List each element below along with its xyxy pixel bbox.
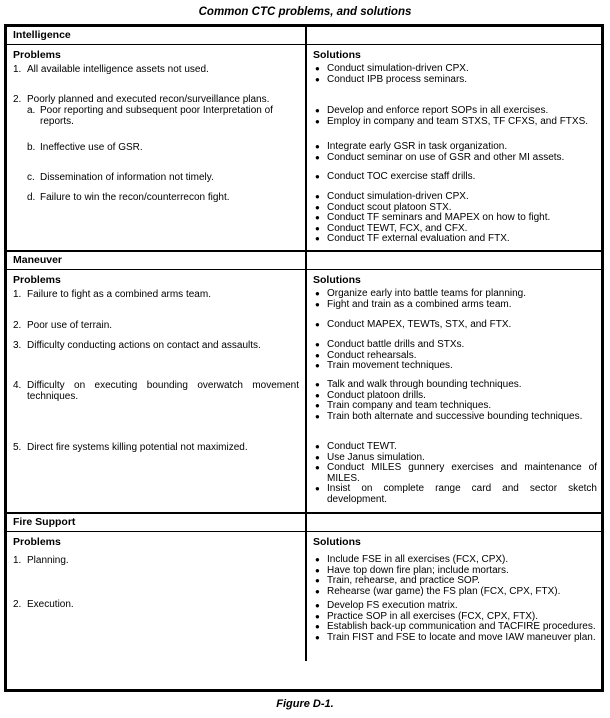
solution-item: ● Conduct IPB process seminars.: [313, 75, 597, 86]
solution-item: ● Develop and enforce report SOPs in all exercises.: [313, 106, 597, 117]
table-row: 1. All available intelligence assets not used. ● Conduct simulation-driven CPX. ● Conduct IPB process seminars.: [7, 64, 601, 94]
subproblem-text: Failure to win the recon/counterrecon fight.: [40, 192, 230, 203]
solution-item: ● Conduct simulation-driven CPX.: [313, 192, 597, 203]
solution-item: ● Employ in company and team STXS, TF CFXS, and FTXS.: [313, 117, 597, 128]
problems-header: Problems: [13, 536, 61, 548]
solution-item: ● Conduct TOC exercise staff drills.: [313, 172, 597, 183]
solution-item: ● Integrate early GSR in task organization.: [313, 142, 597, 153]
section-maneuver: [7, 252, 601, 514]
solution-item: ● Conduct scout platoon STX.: [313, 203, 597, 214]
problem-text: All available intelligence assets not used.: [27, 64, 209, 75]
table-row: 1. Planning. ● Include FSE in all exercises (FCX, CPX). ● Have top down fire plan; include mortars. ● Train, rehearse, and practice SOP. ● Rehearse (war game) the FS plan (FCX, CPX, FTX).: [7, 551, 601, 597]
table-row: 2. Poor use of terrain. ● Conduct MAPEX, TEWTs, STX, and FTX.: [7, 320, 601, 340]
subproblem-text: Dissemination of information not timely.: [40, 172, 214, 183]
section-title: Fire Support: [7, 514, 307, 531]
solution-item: ● Train movement techniques.: [313, 361, 597, 372]
figure-caption: Figure D-1.: [276, 698, 334, 710]
solution-item: ● Talk and walk through bounding techniques.: [313, 380, 597, 391]
solution-item: ● Train FIST and FSE to locate and move IAW maneuver plan.: [313, 633, 597, 644]
problem-text: Poorly planned and executed recon/surveillance plans.: [27, 94, 270, 105]
solution-item: ● Use Janus simulation.: [313, 453, 597, 464]
problem-text: Poor use of terrain.: [27, 320, 113, 331]
solution-item: ● Conduct MILES gunnery exercises and maintenance of MILES.: [313, 463, 597, 484]
solutions-header: Solutions: [313, 274, 361, 286]
section-header: [7, 27, 601, 45]
problem-text: Difficulty conducting actions on contact and assaults.: [27, 340, 261, 351]
solution-item: ● Conduct TF external evaluation and FTX.: [313, 234, 597, 245]
problems-solutions-table: [4, 24, 604, 692]
problem-text: Execution.: [27, 599, 74, 610]
subproblem-text: Ineffective use of GSR.: [40, 142, 143, 153]
table-row: b. Ineffective use of GSR. ● Integrate early GSR in task organization. ● Conduct seminar on use of GSR and other MI assets.: [7, 142, 601, 172]
solution-item: ● Practice SOP in all exercises (FCX, CPX, FTX).: [313, 612, 597, 623]
table-row: 2. Execution. ● Develop FS execution matrix. ● Practice SOP in all exercises (FCX, CPX, FTX). ● Establish back-up communication and TACFIRE procedures. ● Train FIST and FSE to locate and move IAW maneuver plan.: [7, 597, 601, 661]
solution-item: ● Rehearse (war game) the FS plan (FCX, CPX, FTX).: [313, 587, 597, 598]
solutions-header: Solutions: [313, 536, 361, 548]
table-row: 2. Poorly planned and executed recon/surveillance plans. a. Poor reporting and subsequent poor Interpretation of reports. ● Develop and enforce report SOPs in all exercises. ● Employ in company and team STXS, TF CFXS, and FTXS.: [7, 94, 601, 142]
solution-item: ● Organize early into battle teams for planning.: [313, 289, 597, 300]
subproblem-text: Poor reporting and subsequent poor Interpretation of reports.: [40, 105, 273, 127]
solution-item: ● Insist on complete range card and sector sketch development.: [313, 484, 597, 505]
table-row: d. Failure to win the recon/counterrecon fight. ● Conduct simulation-driven CPX. ● Conduct scout platoon STX. ● Conduct TF seminars and MAPEX on how to fight. ● Conduct TEWT, FCX, and CFX. ● Conduct TF external evaluation and FTX.: [7, 192, 601, 250]
section-header: [7, 514, 601, 532]
solution-item: ● Conduct battle drills and STXs.: [313, 340, 597, 351]
solution-item: ● Conduct seminar on use of GSR and other MI assets.: [313, 153, 597, 164]
table-row: c. Dissemination of information not timely. ● Conduct TOC exercise staff drills.: [7, 172, 601, 192]
section-fire-support: [7, 514, 601, 661]
solution-item: ● Conduct TF seminars and MAPEX on how to fight.: [313, 213, 597, 224]
solution-item: ● Train both alternate and successive bounding techniques.: [313, 412, 597, 423]
problems-header: Problems: [13, 274, 61, 286]
section-title: Maneuver: [7, 252, 307, 269]
table-row: 1. Failure to fight as a combined arms team. ● Organize early into battle teams for planning. ● Fight and train as a combined arms team.: [7, 289, 601, 320]
solutions-header: Solutions: [313, 49, 361, 61]
problem-text: Direct fire systems killing potential not maximized.: [27, 442, 248, 453]
section-intelligence: [7, 27, 601, 252]
table-row: 3. Difficulty conducting actions on contact and assaults. ● Conduct battle drills and STXs. ● Conduct rehearsals. ● Train movement techniques.: [7, 340, 601, 380]
solution-item: ● Conduct TEWT, FCX, and CFX.: [313, 224, 597, 235]
solution-item: ● Conduct rehearsals.: [313, 351, 597, 362]
solution-item: ● Conduct MAPEX, TEWTs, STX, and FTX.: [313, 320, 597, 331]
problem-text: Difficulty on executing bounding overwatch movement techniques.: [27, 380, 299, 402]
solution-item: ● Conduct TEWT.: [313, 442, 597, 453]
section-header: [7, 252, 601, 270]
solution-item: ● Fight and train as a combined arms team.: [313, 300, 597, 311]
solution-item: ● Train, rehearse, and practice SOP.: [313, 576, 597, 587]
problems-header: Problems: [13, 49, 61, 61]
solution-item: ● Include FSE in all exercises (FCX, CPX).: [313, 555, 597, 566]
section-title: Intelligence: [7, 27, 307, 44]
solution-item: ● Train company and team techniques.: [313, 401, 597, 412]
problem-text: Planning.: [27, 555, 69, 566]
table-row: 4. Difficulty on executing bounding overwatch movement techniques. ● Talk and walk through bounding techniques. ● Conduct platoon drills. ● Train company and team techniques. ● Train both alternate and successive bounding techniques.: [7, 380, 601, 442]
solution-item: ● Develop FS execution matrix.: [313, 601, 597, 612]
table-row: 5. Direct fire systems killing potential not maximized. ● Conduct TEWT. ● Use Janus simulation. ● Conduct MILES gunnery exercises and maintenance of MILES. ● Insist on complete range card and sector sketch development.: [7, 442, 601, 512]
problem-text: Failure to fight as a combined arms team.: [27, 289, 211, 300]
solution-item: ● Conduct platoon drills.: [313, 391, 597, 402]
solution-item: ● Conduct simulation-driven CPX.: [313, 64, 597, 75]
document-title: Common CTC problems, and solutions: [198, 6, 412, 18]
solution-item: ● Establish back-up communication and TACFIRE procedures.: [313, 622, 597, 633]
solution-item: ● Have top down fire plan; include mortars.: [313, 566, 597, 577]
